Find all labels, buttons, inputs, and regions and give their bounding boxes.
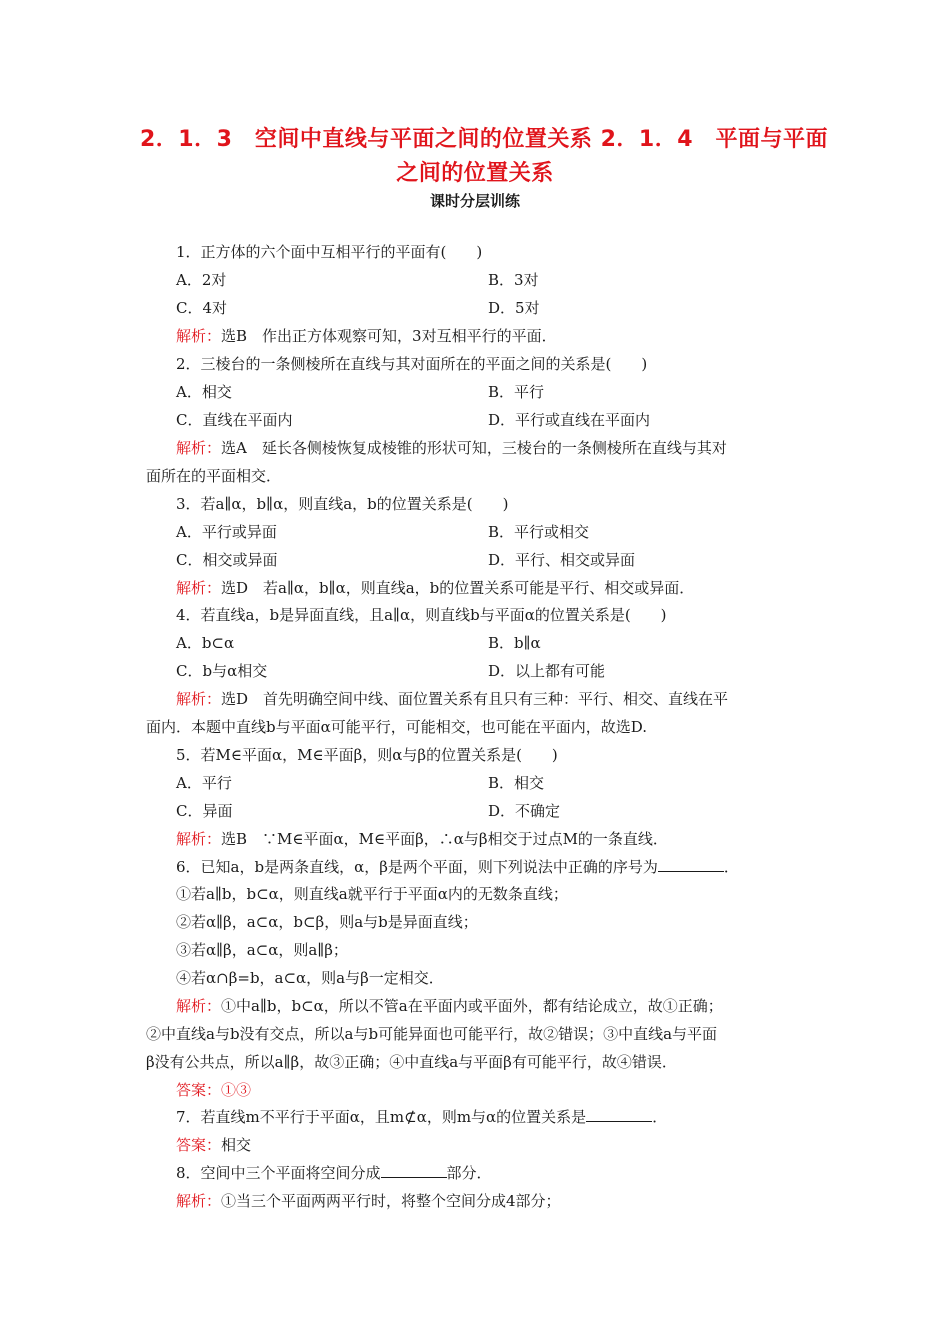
- q2-option-c: C．直线在平面内: [176, 411, 293, 429]
- analysis-label: 解析：: [176, 327, 222, 345]
- q6-analysis-cont-1: ②中直线a与b没有交点，所以a与b可能异面也可能平行，故②错误；③中直线a与平面: [146, 1025, 718, 1043]
- q3-option-b: B．平行或相交: [488, 523, 590, 541]
- title-line-2: 之间的位置关系: [396, 161, 554, 186]
- q8-stem: [176, 1163, 492, 1183]
- q4-analysis-cont: 面内．本题中直线b与平面α可能平行，可能相交，也可能在平面内，故选D.: [146, 718, 647, 736]
- analysis-label: 解析：: [176, 997, 222, 1015]
- analysis-label: 解析：: [176, 439, 222, 457]
- q6-statement-1: ①若a∥b，b⊂α，则直线a就平行于平面α内的无数条直线；: [176, 885, 568, 903]
- answer-blank: [381, 1163, 447, 1178]
- analysis-label: 解析：: [176, 1192, 222, 1210]
- answer-text: 相交: [221, 1136, 252, 1154]
- q1-option-c: C．4对: [176, 299, 228, 317]
- q2-option-d: D．平行或直线在平面内: [488, 411, 651, 429]
- subtitle: 课时分层训练: [429, 192, 520, 210]
- q7-stem-end: ．: [652, 1108, 668, 1126]
- answer-label: 答案：: [176, 1081, 222, 1099]
- answer-text: ①③: [221, 1081, 252, 1099]
- answer-blank: [658, 857, 724, 872]
- q2-option-b: B．平行: [488, 383, 545, 401]
- q5-option-d: D．不确定: [488, 802, 561, 820]
- analysis-label: 解析：: [176, 830, 222, 848]
- q1-option-b: B．3对: [488, 271, 539, 289]
- q6-analysis-cont-2: β没有公共点，所以a∥β，故③正确；④中直线a与平面β有可能平行，故④错误．: [146, 1053, 677, 1071]
- analysis-text: 选B 作出正方体观察可知，3对互相平行的平面．: [221, 327, 557, 345]
- analysis-text: 选D 首先明确空间中线、面位置关系有且只有三种：平行、相交、直线在平: [221, 690, 729, 708]
- q2-analysis: [176, 438, 727, 458]
- q4-option-b: B．b∥α: [488, 634, 541, 652]
- analysis-text: ①中a∥b，b⊂α，所以不管a在平面内或平面外，都有结论成立，故①正确；: [221, 997, 723, 1015]
- answer-blank: [586, 1107, 652, 1122]
- answer-label: 答案：: [176, 1136, 222, 1154]
- q7-answer: [176, 1135, 251, 1155]
- analysis-label: 解析：: [176, 690, 222, 708]
- analysis-text: 选B ∵M∈平面α，M∈平面β，∴α与β相交于过点M的一条直线．: [221, 830, 668, 848]
- q6-answer: [176, 1080, 251, 1100]
- q2-stem: 2．三棱台的一条侧棱所在直线与其对面所在的平面之间的关系是( ): [176, 355, 648, 373]
- q4-option-d: D．以上都有可能: [488, 662, 606, 680]
- q1-analysis: [176, 326, 557, 346]
- analysis-text: 选D 若a∥α，b∥α，则直线a，b的位置关系可能是平行、相交或异面．: [221, 579, 695, 597]
- q7-stem: [176, 1107, 667, 1127]
- q6-statement-3: ③若α∥β，a⊂α，则a∥β；: [176, 941, 348, 959]
- q7-stem-text: 7．若直线m不平行于平面α，且m⊄α，则m与α的位置关系是: [176, 1108, 587, 1126]
- q5-stem: 5．若M∈平面α，M∈平面β，则α与β的位置关系是( ): [176, 746, 558, 764]
- analysis-label: 解析：: [176, 579, 222, 597]
- q1-option-a: A．2对: [176, 271, 227, 289]
- q6-statement-2: ②若α∥β，a⊂α，b⊂β，则a与b是异面直线；: [176, 913, 478, 931]
- q2-analysis-cont: 面所在的平面相交．: [146, 467, 282, 485]
- q4-analysis: [176, 689, 728, 709]
- q6-statement-4: ④若α∩β=b，a⊂α，则a与β一定相交．: [176, 969, 444, 987]
- analysis-text: 选A 延长各侧棱恢复成棱锥的形状可知，三棱台的一条侧棱所在直线与其对: [221, 439, 727, 457]
- q6-analysis: [176, 996, 723, 1016]
- q6-stem: [176, 857, 739, 877]
- analysis-text: ①当三个平面两两平行时，将整个空间分成4部分；: [221, 1192, 561, 1210]
- q2-option-a: A．相交: [176, 383, 232, 401]
- q3-option-d: D．平行、相交或异面: [488, 551, 636, 569]
- q3-option-c: C．相交或异面: [176, 551, 278, 569]
- title-line-1: 2．1．3 空间中直线与平面之间的位置关系 2．1．4 平面与平面: [140, 127, 829, 152]
- q3-option-a: A．平行或异面: [176, 523, 277, 541]
- q8-analysis: [176, 1191, 561, 1211]
- q5-option-a: A．平行: [176, 774, 232, 792]
- q8-stem-text: 8．空间中三个平面将空间分成: [176, 1164, 381, 1182]
- q8-stem-end: 部分．: [446, 1164, 492, 1182]
- q5-option-b: B．相交: [488, 774, 545, 792]
- q6-stem-text: 6．已知a，b是两条直线，α，β是两个平面，则下列说法中正确的序号为: [176, 858, 658, 876]
- q5-analysis: [176, 829, 668, 849]
- q1-stem: 1．正方体的六个面中互相平行的平面有( ): [176, 243, 483, 261]
- q4-option-c: C．b与α相交: [176, 662, 268, 680]
- q3-analysis: [176, 578, 694, 598]
- q4-option-a: A．b⊂α: [176, 634, 235, 652]
- q3-stem: 3．若a∥α，b∥α，则直线a，b的位置关系是( ): [176, 495, 509, 513]
- q5-option-c: C．异面: [176, 802, 233, 820]
- q1-option-d: D．5对: [488, 299, 540, 317]
- q4-stem: 4．若直线a，b是异面直线，且a∥α，则直线b与平面α的位置关系是( ): [176, 606, 667, 624]
- q6-stem-end: ．: [723, 858, 739, 876]
